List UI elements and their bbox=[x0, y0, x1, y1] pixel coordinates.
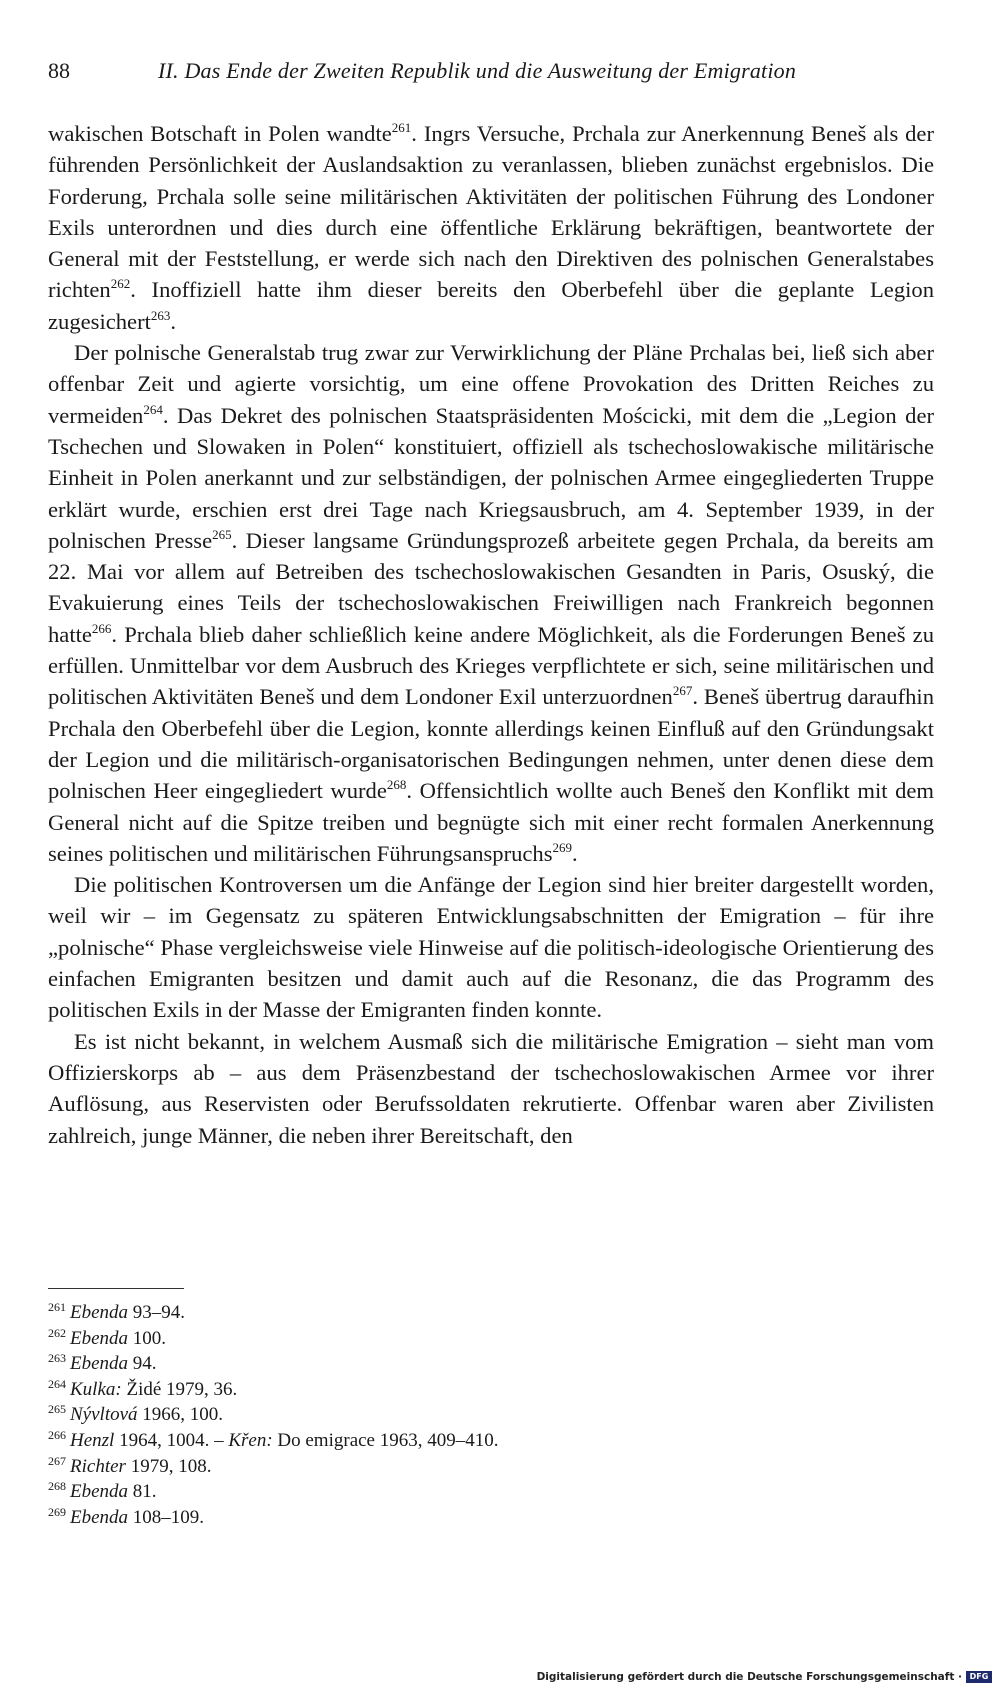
footnote bbox=[48, 1505, 748, 1531]
paragraph-text: . Das Dekret des polnischen Staatspräsidenten Mościcki, mit dem die „Legion der Tschechen und Slowaken in Polen“ konstituiert, offiziell als tschechoslowakische militärische Einheit in Polen anerkannt und zur selbständigen, der polnischen Armee eingegliederten Truppe erklärt wurde, erschien erst drei Tage nach Kriegsausbruch, am 4. September 1939, in der polnischen Presse bbox=[48, 402, 934, 553]
footnote-text: 1964, 1004. – bbox=[114, 1429, 229, 1451]
body-text bbox=[48, 118, 934, 1151]
footnote-number: 261 bbox=[48, 1300, 66, 1314]
footnote-text: 108–109. bbox=[128, 1506, 205, 1528]
footnote-text: 93–94. bbox=[128, 1302, 186, 1323]
footnote bbox=[48, 1300, 748, 1326]
footnote-author: Ebenda bbox=[70, 1506, 129, 1528]
footnote-reference: 264 bbox=[143, 401, 163, 417]
footnote-rule bbox=[48, 1288, 184, 1289]
paragraph bbox=[48, 118, 934, 337]
footnote-author: Ebenda bbox=[70, 1481, 129, 1503]
footnote-text: 1979, 108. bbox=[125, 1455, 212, 1477]
paragraph-text: . Beneš übertrug daraufhin Prchala den Oberbefehl über die Legion, konnte allerdings keinen Einfluß auf den Gründungsakt der Legion und die militärisch-organisatorischen Bedingungen nehmen, unter denen diese dem polnischen Heer eingegliedert wurde bbox=[48, 684, 934, 804]
footnote-number: 267 bbox=[48, 1453, 66, 1468]
paragraph-text: Die politischen Kontroversen um die Anfänge der Legion sind hier breiter dargestellt worden, weil wir – im Gegensatz zu späteren Entwicklungsabschnitten der Emigration – für ihre „polnische“ Phase vergleichsweise viele Hinweise auf die politisch-ideologische Orientierung des einfachen Emigranten besitzen und damit auch auf die Resonanz, die das Programm des politischen Exils in der Masse der Emigranten finden konnte. bbox=[48, 872, 934, 1023]
footnote-text: 94. bbox=[128, 1353, 157, 1375]
paragraph-text: Der polnische Generalstab trug zwar zur Verwirklichung der Pläne Prchalas bei, ließ sich aber offenbar Zeit und agierte vorsichtig, um eine offene Provokation des Dritten Reiches zu vermeiden bbox=[48, 340, 934, 428]
footnote bbox=[48, 1326, 748, 1352]
footnote bbox=[48, 1454, 748, 1480]
footer-credit: Digitalisierung gefördert durch die Deutsche Forschungsgemeinschaft · bbox=[536, 1671, 962, 1683]
dfg-logo-icon: DFG bbox=[966, 1671, 992, 1683]
footnote-author: Richter bbox=[70, 1455, 126, 1477]
footnote bbox=[48, 1428, 748, 1454]
footnote-reference: 268 bbox=[386, 777, 407, 793]
footnote bbox=[48, 1377, 748, 1403]
footnote-reference: 266 bbox=[91, 620, 112, 636]
footnote-number: 265 bbox=[48, 1402, 66, 1417]
paragraph-text: . Inoffiziell hatte ihm dieser bereits den Oberbefehl über die geplante Legion zugesichert bbox=[48, 277, 934, 334]
footnote-number: 263 bbox=[48, 1351, 66, 1366]
paragraph-text: . Dieser langsame Gründungsprozeß arbeitete gegen Prchala, da bereits am 22. Mai vor allem auf Betreiben des tschechoslowakischen Gesandten in Paris, Osuský, die Evakuierung eines Teils der tschechoslowakischen Freiwilligen nach Frankreich begonnen hatte bbox=[48, 527, 934, 647]
footnote-author: Křen: bbox=[228, 1429, 273, 1451]
footnotes bbox=[48, 1300, 748, 1530]
paragraph-text: wakischen Botschaft in Polen wandte bbox=[48, 121, 392, 146]
footnote-reference: 262 bbox=[110, 276, 131, 292]
footnote-author: Ebenda bbox=[70, 1327, 129, 1349]
footnote-reference: 263 bbox=[150, 307, 171, 323]
footnote-author: Henzl bbox=[70, 1429, 115, 1451]
page-number: 88 bbox=[48, 58, 70, 83]
paragraph-text: . bbox=[170, 308, 177, 334]
footnote-author: Ebenda bbox=[70, 1353, 129, 1375]
footnote-reference: 269 bbox=[552, 839, 573, 855]
footnote-author: Nývltová bbox=[70, 1404, 138, 1426]
footnote-number: 262 bbox=[48, 1325, 66, 1340]
footnote bbox=[48, 1402, 748, 1428]
footnote-reference: 267 bbox=[672, 683, 693, 699]
footnote-author: Kulka: bbox=[70, 1378, 122, 1400]
footnote bbox=[48, 1351, 748, 1377]
footnote-number: 269 bbox=[48, 1504, 66, 1519]
running-head: II. Das Ende der Zweiten Republik und die Ausweitung der Emigration bbox=[158, 58, 797, 83]
footnote-reference: 265 bbox=[212, 526, 232, 542]
paragraph-text: . bbox=[572, 840, 578, 866]
footnote-number: 266 bbox=[48, 1427, 66, 1442]
footnote-number: 264 bbox=[48, 1376, 66, 1391]
paragraph-text: Es ist nicht bekannt, in welchem Ausmaß sich die militärische Emigration – sieht man vom Offizierskorps ab – aus dem Präsenzbestand der tschechoslowakischen Armee vor ihrer Auflösung, aus Reservisten oder Berufssoldaten rekrutierte. Offenbar waren aber Zivilisten zahlreich, junge Männer, die neben ihrer Bereitschaft, den bbox=[48, 1028, 934, 1148]
footnote-text: 81. bbox=[128, 1481, 157, 1503]
footnote-text: Židé 1979, 36. bbox=[121, 1378, 238, 1400]
footnote-author: Ebenda bbox=[70, 1302, 129, 1323]
paragraph-text: . Offensichtlich wollte auch Beneš den Konflikt mit dem General nicht auf die Spitze treiben und begnügte sich mit einer recht formalen Anerkennung seines politischen und militärischen Führungsanspruchs bbox=[48, 778, 934, 866]
footnote-text: 1966, 100. bbox=[137, 1404, 224, 1426]
footnote-text: Do emigrace 1963, 409–410. bbox=[272, 1429, 499, 1451]
footnote-text: 100. bbox=[128, 1327, 167, 1349]
paragraph bbox=[48, 1026, 934, 1151]
paragraph-text: . Ingrs Versuche, Prchala zur Anerkennung Beneš als der führenden Persönlichkeit der Auslandsaktion zu veranlassen, blieben zunächst ergebnislos. Die Forderung, Prchala solle seine militärischen Aktivitäten der politischen Führung des Londoner Exils unterordnen und dies durch eine öffentliche Erklärung bekräftigen, beantwortete der General mit der Feststellung, er werde sich nach den Direktiven des polnischen Generalstabes richten bbox=[48, 121, 934, 303]
footnote-number: 268 bbox=[48, 1479, 66, 1494]
paragraph-text: . Prchala blieb daher schließlich keine andere Möglichkeit, als die Forderungen Beneš zu erfüllen. Unmittelbar vor dem Ausbruch des Krieges verpflichtete er sich, seine militärischen und politischen Aktivitäten Beneš und dem Londoner Exil unterzuordnen bbox=[48, 621, 934, 710]
footnote-reference: 261 bbox=[391, 120, 412, 135]
footnote bbox=[48, 1479, 748, 1505]
paragraph bbox=[48, 869, 934, 1025]
paragraph bbox=[48, 337, 934, 869]
